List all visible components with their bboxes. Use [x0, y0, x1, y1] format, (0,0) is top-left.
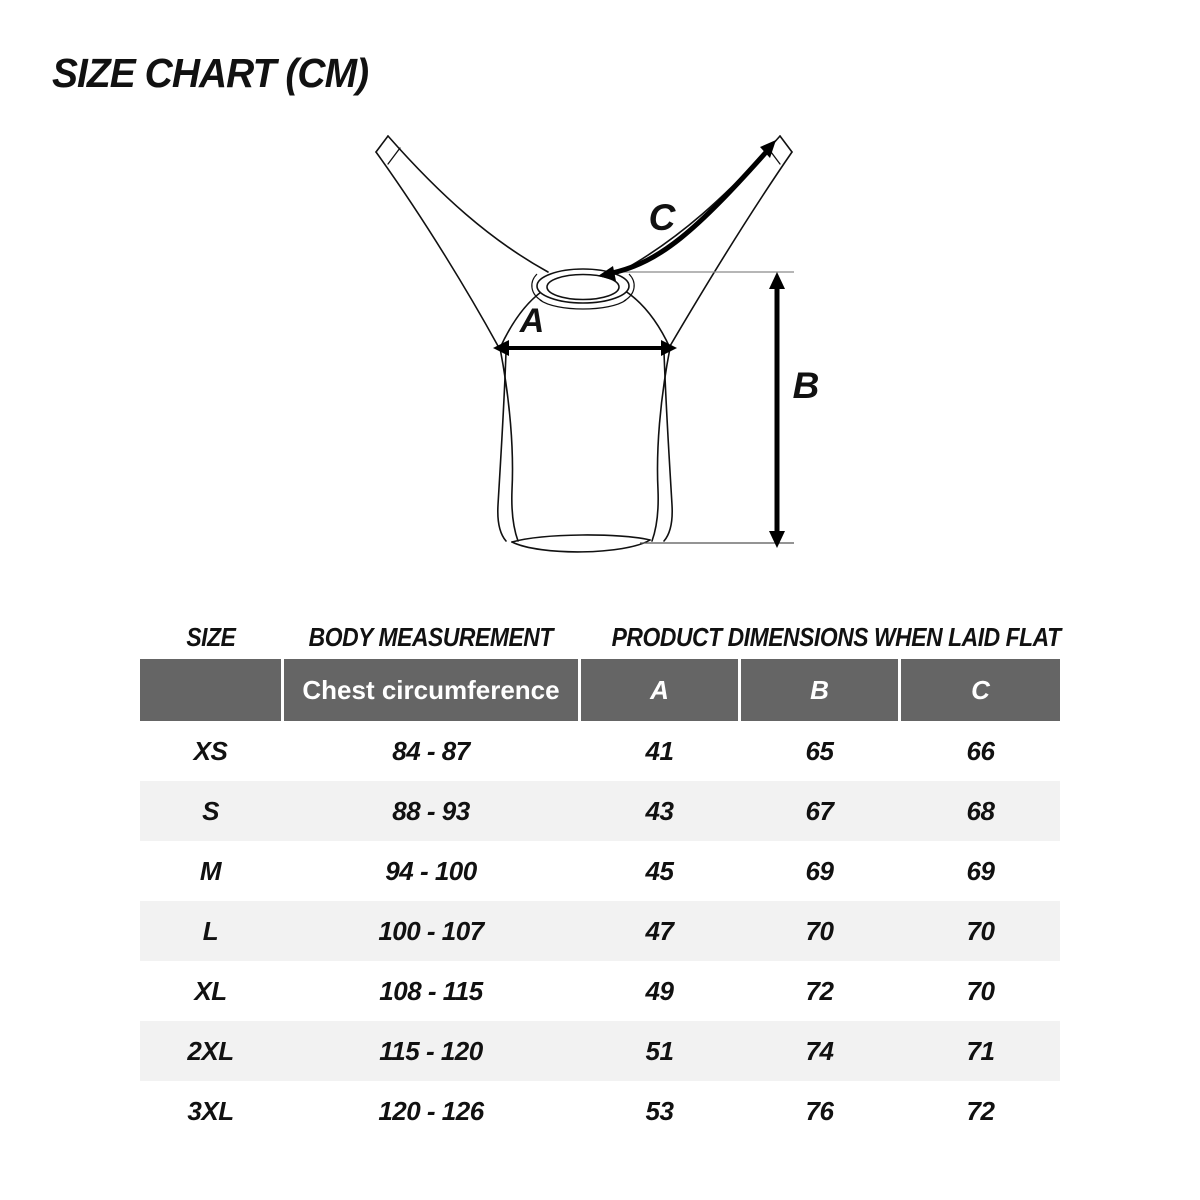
- dim-c-cell: 66: [966, 735, 995, 766]
- table-subheader-row: [140, 659, 1060, 721]
- group-header-size: [140, 622, 281, 653]
- dim-c-cell: 70: [966, 975, 995, 1006]
- size-cell: M: [199, 855, 222, 886]
- measure-a-arrow: [493, 340, 677, 356]
- measure-b-arrow: [769, 272, 785, 548]
- table-row: [140, 721, 1060, 781]
- chest-cell: 88 - 93: [392, 795, 470, 826]
- dim-a-cell: 47: [645, 915, 674, 946]
- dim-c-cell: 68: [966, 795, 995, 826]
- garment-measurement-diagram: [340, 110, 860, 590]
- dim-a-cell: 45: [645, 855, 674, 886]
- dim-a-cell: 41: [645, 735, 674, 766]
- dim-b-cell: 74: [805, 1035, 834, 1066]
- chest-cell: 100 - 107: [378, 915, 484, 946]
- size-cell: L: [202, 915, 219, 946]
- garment-outline: [376, 136, 792, 552]
- table-row: [140, 781, 1060, 841]
- garment-diagram-svg: [340, 110, 860, 590]
- dim-b-cell: 67: [805, 795, 834, 826]
- dim-a-cell: 51: [645, 1035, 674, 1066]
- size-cell: 2XL: [187, 1035, 234, 1066]
- dim-a-cell: 43: [645, 795, 674, 826]
- table-group-header-row: [140, 615, 1060, 659]
- group-header-product-dimensions: [581, 622, 1060, 653]
- dim-c-cell: 71: [966, 1035, 995, 1066]
- dim-c-cell: 69: [966, 855, 995, 886]
- subheader-b-cell: B: [741, 659, 898, 721]
- table-row: [140, 961, 1060, 1021]
- size-cell: 3XL: [187, 1095, 234, 1126]
- group-header-body-measurement-label: BODY MEASUREMENT: [308, 621, 554, 652]
- dim-c-cell: 70: [966, 915, 995, 946]
- size-table: [140, 615, 1060, 1141]
- measure-c-arrow: [598, 140, 776, 281]
- subheader-empty-cell: [140, 659, 281, 721]
- collar: [532, 269, 634, 309]
- subheader-a-cell: A: [581, 659, 738, 721]
- chest-cell: 84 - 87: [392, 735, 470, 766]
- table-row: [140, 841, 1060, 901]
- page-title: SIZE CHART (CM): [52, 50, 369, 96]
- dim-b-cell: 70: [805, 915, 834, 946]
- group-header-size-label: SIZE: [185, 621, 236, 652]
- dim-b-cell: 69: [805, 855, 834, 886]
- chest-cell: 115 - 120: [379, 1035, 483, 1066]
- dim-a-cell: 49: [645, 975, 674, 1006]
- table-row: [140, 1021, 1060, 1081]
- reference-lines: [612, 272, 794, 543]
- dim-b-cell: 72: [805, 975, 834, 1006]
- chest-cell: 94 - 100: [385, 855, 477, 886]
- chest-cell: 108 - 115: [379, 975, 483, 1006]
- group-header-product-dimensions-label: PRODUCT DIMENSIONS WHEN LAID FLAT: [611, 621, 1061, 652]
- size-cell: S: [202, 795, 219, 826]
- dim-a-cell: 53: [645, 1095, 674, 1126]
- size-cell: XL: [194, 975, 227, 1006]
- dim-b-cell: 76: [805, 1095, 834, 1126]
- measure-b-label: B: [792, 365, 820, 406]
- table-row: [140, 1081, 1060, 1141]
- measure-c-label: C: [648, 197, 676, 238]
- measure-a-label: A: [519, 302, 545, 340]
- table-row: [140, 901, 1060, 961]
- chest-cell: 120 - 126: [378, 1095, 484, 1126]
- dim-c-cell: 72: [966, 1095, 995, 1126]
- subheader-chest-cell: Chest circumference: [284, 659, 578, 721]
- size-cell: XS: [193, 735, 228, 766]
- group-header-body-measurement: [284, 622, 578, 653]
- subheader-c-cell: C: [901, 659, 1060, 721]
- dim-b-cell: 65: [805, 735, 834, 766]
